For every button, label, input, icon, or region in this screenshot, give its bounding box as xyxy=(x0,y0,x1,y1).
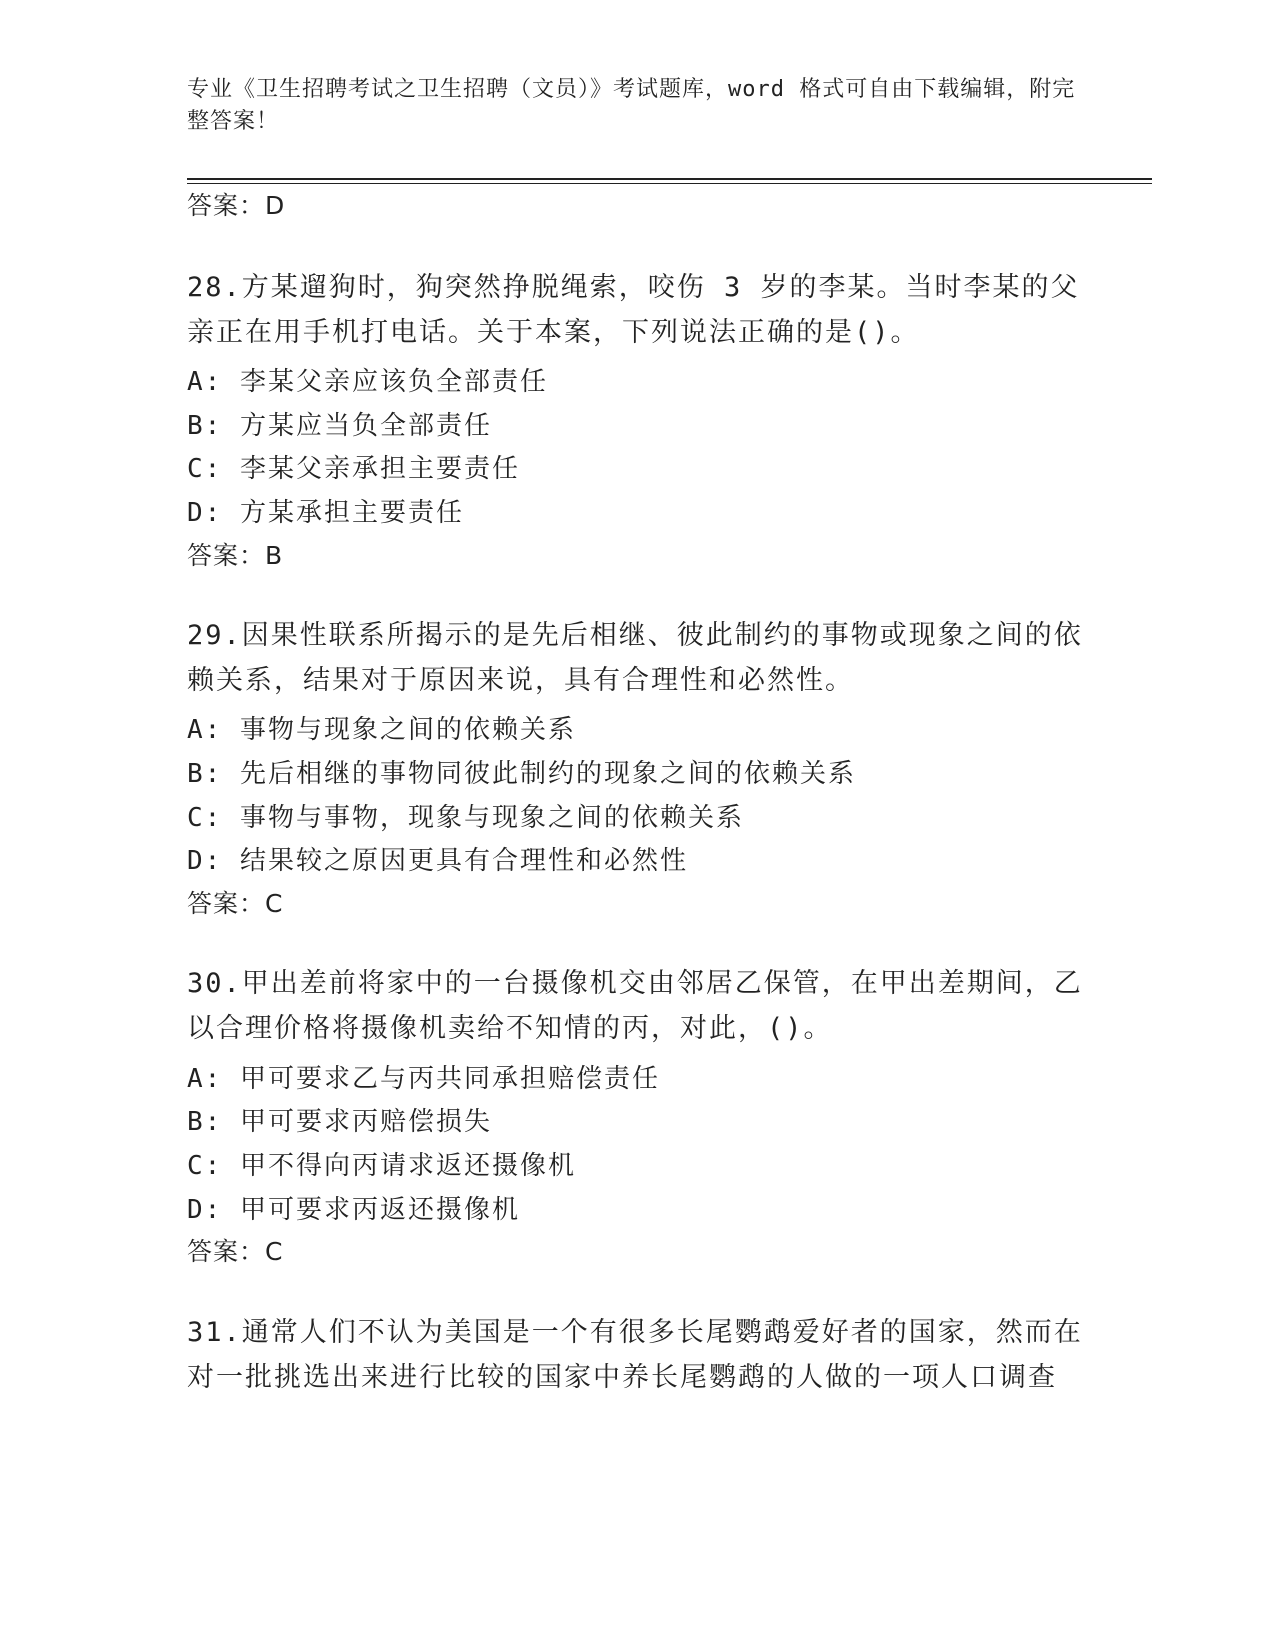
question-30-stem: 30.甲出差前将家中的一台摄像机交由邻居乙保管，在甲出差期间，乙以合理价格将摄像机卖给不知情的丙，对此，()。 xyxy=(187,968,1083,1044)
question-28-option-b: B: 方某应当负全部责任 xyxy=(187,411,492,441)
question-28-option-a: A: 李某父亲应该负全部责任 xyxy=(187,367,548,397)
question-30-option-b: B: 甲可要求丙赔偿损失 xyxy=(187,1107,492,1137)
question-28-stem: 28.方某遛狗时，狗突然挣脱绳索，咬伤 3 岁的李某。当时李某的父亲正在用手机打电话。关于本案，下列说法正确的是()。 xyxy=(187,272,1080,348)
answer-27: 答案：D xyxy=(187,191,286,220)
question-30-option-a: A: 甲可要求乙与丙共同承担赔偿责任 xyxy=(187,1064,660,1094)
question-31-stem: 31.通常人们不认为美国是一个有很多长尾鹦鹉爱好者的国家，然而在对一批挑选出来进行比较的国家中养长尾鹦鹉的人做的一项人口调查 xyxy=(187,1317,1083,1393)
question-28-answer: 答案：B xyxy=(187,541,284,570)
document-header: 专业《卫生招聘考试之卫生招聘（文员）》考试题库，word 格式可自由下载编辑，附完整答案！ xyxy=(187,77,1076,134)
question-29-answer: 答案：C xyxy=(187,889,284,918)
question-28-option-c: C: 李某父亲承担主要责任 xyxy=(187,454,520,484)
question-29-stem: 29.因果性联系所揭示的是先后相继、彼此制约的事物或现象之间的依赖关系，结果对于原因来说，具有合理性和必然性。 xyxy=(187,620,1083,696)
question-29-option-b: B: 先后相继的事物同彼此制约的现象之间的依赖关系 xyxy=(187,759,856,789)
question-29-option-a: A: 事物与现象之间的依赖关系 xyxy=(187,715,576,745)
header-rule-thick xyxy=(187,178,1152,180)
header-rule-thin xyxy=(187,183,1152,184)
question-30-option-c: C: 甲不得向丙请求返还摄像机 xyxy=(187,1151,576,1181)
question-29-option-c: C: 事物与事物，现象与现象之间的依赖关系 xyxy=(187,803,744,833)
question-28-option-d: D: 方某承担主要责任 xyxy=(187,498,464,528)
question-30-option-d: D: 甲可要求丙返还摄像机 xyxy=(187,1195,520,1225)
question-30-answer: 答案：C xyxy=(187,1237,284,1266)
question-29-option-d: D: 结果较之原因更具有合理性和必然性 xyxy=(187,846,688,876)
